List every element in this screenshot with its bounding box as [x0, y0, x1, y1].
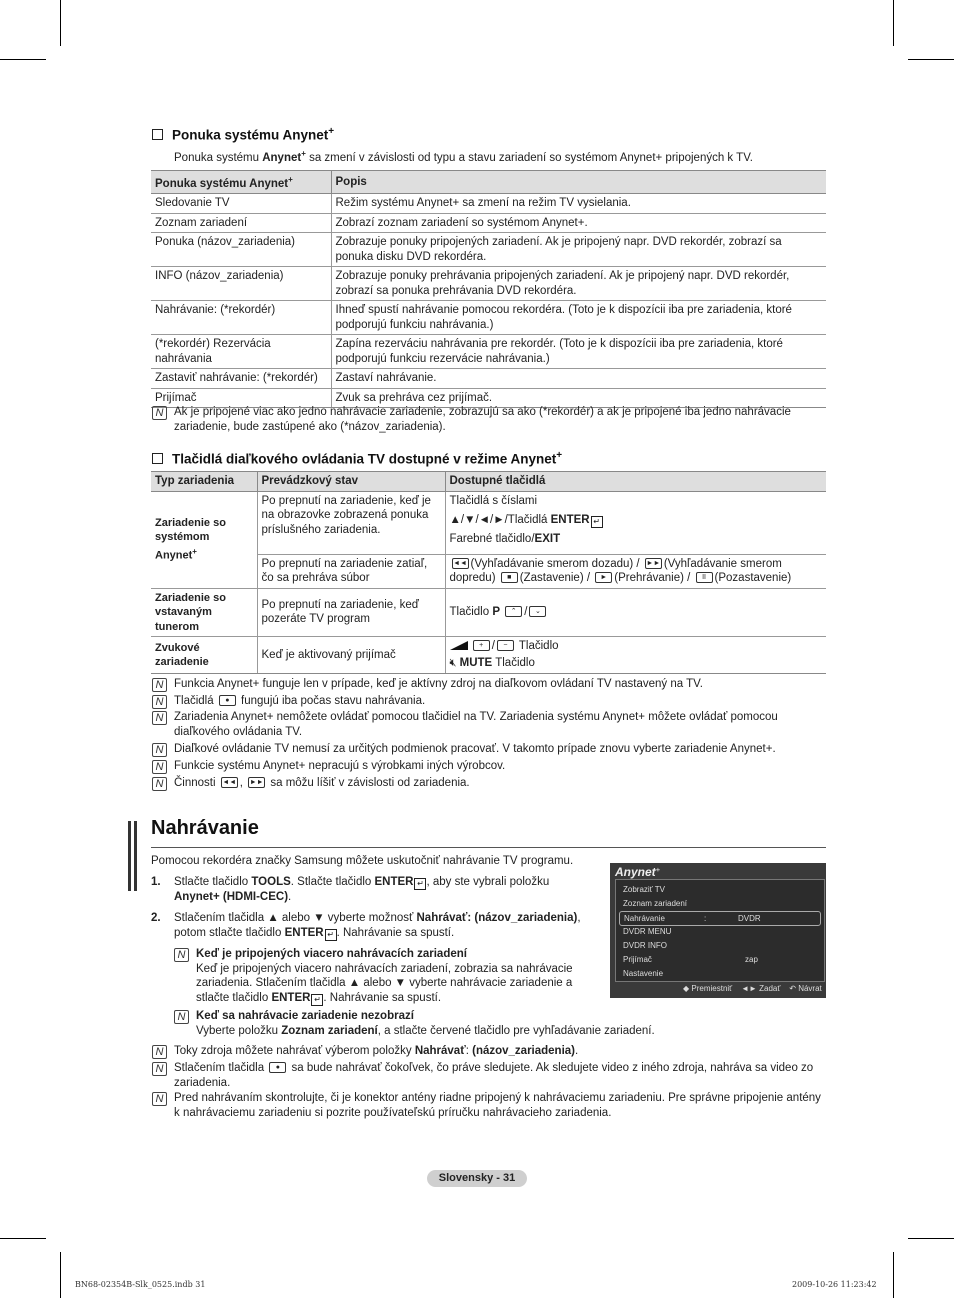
osd-item-label: Zoznam zariadení — [623, 899, 688, 908]
note-icon: N — [174, 948, 189, 962]
channel-up-icon: ⌃ — [505, 606, 522, 617]
menu-item-cell: Zastaviť nahrávanie: (*rekordér) — [151, 369, 331, 389]
osd-menu-list — [615, 879, 825, 982]
note-icon: N — [152, 678, 167, 692]
note: N Funkcia Anynet+ funguje len v prípade, keď je aktívny zdroj na diaľkovom ovládaní TV nastavený na TV. — [152, 677, 824, 692]
enter-icon: ↵ — [325, 929, 337, 941]
osd-footer: ◆ Premiestniť ◄► Zadať ↶ Návrat — [682, 984, 822, 993]
note: N Zariadenia Anynet+ nemôžete ovládať pomocou tlačidiel na TV. Zariadenia systému Anynet+ môžete ovládať pomocou diaľkového ovládania TV. — [152, 710, 824, 739]
available-buttons: Tlačidlá s číslami ▲/▼/◄/►/Tlačidlá ENTER ↵ Farebné tlačidlo/EXIT — [445, 491, 826, 554]
record-icon: ● — [269, 1062, 286, 1073]
table-row — [151, 233, 826, 267]
table-row — [151, 194, 826, 214]
available-buttons: ◄◄ (Vyhľadávanie smerom dozadu) / ►► (Vyhľadávanie smerom dopredu) ■ (Zastavenie) / ► (Prehrávanie) / II (Pozastavenie) — [445, 554, 826, 588]
table-row — [151, 267, 826, 301]
page-number: Slovensky - 31 — [427, 1170, 527, 1187]
description-cell: Zapína rezerváciu nahrávania pre rekordér. (Toto je k dispozícii iba pre zariadenia, ktoré podporujú funkciu rezervácie nahrávania.) — [331, 335, 826, 369]
section-bar — [134, 821, 137, 891]
note: N Diaľkové ovládanie TV nemusí za určitých podmienok pracovať. V takomto prípade znovu vyberte zariadenie Anynet+. — [152, 742, 824, 757]
enter-arrows-icon: ◄► — [741, 984, 757, 993]
checkbox-icon — [152, 129, 163, 140]
crop-mark — [908, 59, 954, 60]
menu-item-cell: Sledovanie TV — [151, 194, 331, 214]
osd-menu-item[interactable] — [619, 953, 819, 966]
step: 2. Stlačením tlačidla ▲ alebo ▼ vyberte možnosť Nahrávať: (názov_zariadenia), potom stlačte tlačidlo ENTER ↵ . Nahrávanie sa spustí. — [151, 912, 581, 939]
play-icon: ► — [595, 572, 612, 583]
menu-item-cell: Ponuka (názov_zariadenia) — [151, 233, 331, 267]
description-cell: Zobrazí zoznam zariadení so systémom Anynet+. — [331, 213, 826, 233]
crop-mark — [0, 59, 46, 60]
note-icon: N — [152, 760, 167, 774]
crop-mark — [893, 0, 894, 46]
description-cell: Zobrazuje ponuky pripojených zariadení. Ak je pripojený napr. DVD rekordér, zobrazí sa ponuka disku DVD rekordéra. — [331, 233, 826, 267]
note-icon: N — [152, 1045, 167, 1059]
menu-item-cell: (*rekordér) Rezervácia nahrávania — [151, 335, 331, 369]
operation-state: Po prepnutí na zariadenie zatiaľ, čo sa prehráva súbor — [257, 554, 445, 588]
section-title-remote-buttons: Tlačidlá diaľkového ovládania TV dostupné v režime Anynet+ — [152, 450, 562, 467]
menu-item-cell: Zoznam zariadení — [151, 213, 331, 233]
crop-mark — [908, 1238, 954, 1239]
note: N Ak je pripojené viac ako jedno nahrávacie zariadenie, zobrazujú sa ako (*rekordér) a ak je pripojené iba jedno nahrávacie zariadenie, bude zastúpené ako (*názov_zariadenia). — [152, 405, 824, 434]
note: N Funkcie systému Anynet+ nepracujú s výrobkami iných výrobcov. — [152, 759, 824, 774]
move-icon: ◆ — [682, 984, 690, 993]
table-header: Typ zariadenia — [151, 472, 257, 492]
table-row — [151, 369, 826, 389]
print-filename: BN68-02354B-Slk_0525.indb 31 — [75, 1280, 206, 1289]
table-row — [151, 588, 826, 637]
volume-icon — [450, 641, 468, 650]
description-cell: Ihneď spustí nahrávanie pomocou rekordéra. (Toto je k dispozícii iba pre zariadenia, ktoré podporujú funkciu nahrávania.) — [331, 301, 826, 335]
table-header: Prevádzkový stav — [257, 472, 445, 492]
return-icon: ↶ — [789, 984, 796, 993]
step: 1. Stlačte tlačidlo TOOLS. Stlačte tlačidlo ENTER ↵ , aby ste vybrali položku Anynet+ (HDMI-CEC). — [151, 876, 550, 903]
table-row — [151, 301, 826, 335]
section-title-anynet-menu: Ponuka systému Anynet+ — [152, 126, 334, 143]
osd-menu-item[interactable] — [619, 897, 819, 910]
volume-up-icon: + — [473, 640, 490, 651]
table-row — [151, 637, 826, 674]
section-intro: Ponuka systému Anynet+ sa zmení v závislosti od typu a stavu zariadení so systémom Anynet+ pripojených k TV. — [174, 149, 754, 164]
fast-forward-icon: ►► — [646, 559, 661, 567]
sub-note: N Keď sa nahrávacie zariadenie nezobrazí Vyberte položku Zoznam zariadení, a stlačte červené tlačidlo pre vyhľadávanie zariadení. — [174, 1009, 824, 1038]
note-icon: N — [174, 1010, 189, 1024]
anynet-menu-table — [151, 170, 826, 408]
osd-item-value: DVDR — [738, 914, 761, 923]
osd-item-label: Nahrávanie — [624, 914, 665, 923]
mute-icon: 🔇︎ — [449, 656, 457, 669]
description-cell: Zastaví nahrávanie. — [331, 369, 826, 389]
table-row — [151, 491, 826, 554]
osd-menu-item[interactable] — [619, 925, 819, 938]
description-cell: Zobrazuje ponuky prehrávania pripojených zariadení. Ak je pripojený napr. DVD rekordér, zobrazí sa ponuka prehrávania DVD rekordéra. — [331, 267, 826, 301]
table-header: Ponuka systému Anynet+ — [151, 171, 331, 194]
divider — [151, 847, 826, 848]
available-buttons: + / − Tlačidlo 🔇︎ MUTE Tlačidlo — [445, 637, 826, 674]
menu-item-cell: Prijímač — [151, 388, 331, 408]
menu-item-cell: INFO (názov_zariadenia) — [151, 267, 331, 301]
note: N Toky zdroja môžete nahrávať výberom položky Nahrávať: (názov_zariadenia). — [152, 1044, 824, 1059]
enter-icon: ↵ — [311, 994, 323, 1006]
checkbox-icon — [152, 453, 163, 464]
osd-menu-item[interactable] — [619, 967, 819, 980]
description-cell: Režim systému Anynet+ sa zmení na režim TV vysielania. — [331, 194, 826, 214]
osd-menu-item[interactable] — [619, 883, 819, 896]
available-buttons: Tlačidlo P ⌃ / ⌄ — [445, 588, 826, 637]
crop-mark — [60, 0, 61, 46]
section-bar — [128, 821, 131, 891]
fast-forward-icon: ►► — [249, 779, 264, 787]
osd-item-label: DVDR MENU — [623, 927, 672, 936]
section-intro: Pomocou rekordéra značky Samsung môžete uskutočniť nahrávanie TV programu. — [151, 855, 574, 867]
note: N Tlačidlá ● fungujú iba počas stavu nahrávania. — [152, 694, 824, 709]
osd-item-value: zap — [745, 955, 758, 964]
table-header: Popis — [331, 171, 826, 194]
osd-item-label: Nastavenie — [623, 969, 664, 978]
note-icon: N — [152, 777, 167, 791]
description-cell: Zvuk sa prehráva cez prijímač. — [331, 388, 826, 408]
note-icon: N — [152, 743, 167, 757]
note-icon: N — [152, 406, 167, 420]
table-row — [151, 213, 826, 233]
table-row — [151, 335, 826, 369]
note: N Stlačením tlačidla ● sa bude nahrávať čokoľvek, čo práve sledujete. Ak sledujete video z iného zdroja, nahráva sa video zo zariadenia. — [152, 1061, 824, 1090]
osd-menu-item[interactable] — [619, 939, 819, 952]
device-type: Zvukové zariadenie — [151, 637, 257, 674]
print-date: 2009-10-26 11:23:42 — [792, 1280, 877, 1289]
record-icon: ● — [219, 695, 236, 706]
anynet-osd-menu — [610, 863, 826, 998]
crop-mark — [0, 1238, 46, 1239]
volume-down-icon: − — [497, 640, 514, 651]
note: N Pred nahrávaním skontrolujte, či je konektor antény riadne pripojený k nahrávaciemu zariadeniu. Pre správne pripojenie antény k nahrávaciemu zariadeniu si pozrite používateľskú príručku nahrávacieho zariadenia. — [152, 1091, 824, 1120]
note-icon: N — [152, 695, 167, 709]
enter-icon: ↵ — [414, 878, 426, 890]
note-icon: N — [152, 1092, 167, 1106]
osd-item-separator: : — [704, 914, 707, 923]
anynet-logo: Anynet+ — [615, 865, 661, 879]
note-icon: N — [152, 711, 167, 725]
osd-item-label: DVDR INFO — [623, 941, 667, 950]
operation-state: Po prepnutí na zariadenie, keď pozeráte TV program — [257, 588, 445, 637]
operation-state: Keď je aktivovaný prijímač — [257, 637, 445, 674]
menu-item-cell: Nahrávanie: (*rekordér) — [151, 301, 331, 335]
pause-icon: II — [696, 572, 713, 583]
rewind-icon: ◄◄ — [222, 779, 237, 787]
enter-icon: ↵ — [591, 516, 603, 528]
rewind-icon: ◄◄ — [453, 559, 467, 567]
osd-item-label: Prijímač — [623, 955, 652, 964]
operation-state: Po prepnutí na zariadenie, keď je na obrazovke zobrazená ponuka príslušného zariadenia. — [257, 491, 445, 554]
remote-buttons-table — [151, 471, 826, 674]
sub-note: N Keď je pripojených viacero nahrávacích zariadení Keď je pripojených viacero nahrávacích zariadení, zobrazia sa nahrávacie zariadenia. Stlačením tlačidla ▲ alebo ▼ vyberte nahrávacie zariadenie a stlačte tlačidlo ENTER ↵ . Nahrávanie sa spustí. — [174, 947, 604, 1006]
note: N Činnosti ◄◄ , ►► sa môžu líšiť v závislosti od zariadenia. — [152, 776, 824, 791]
crop-mark — [893, 1252, 894, 1298]
stop-icon: ■ — [501, 572, 518, 583]
section-title-recording: Nahrávanie — [151, 817, 259, 839]
device-type: Zariadenie so systémom Anynet+ — [151, 491, 257, 588]
osd-menu-item[interactable] — [619, 911, 821, 926]
channel-down-icon: ⌄ — [529, 606, 546, 617]
device-type: Zariadenie so vstavaným tunerom — [151, 588, 257, 637]
osd-item-label: Zobraziť TV — [623, 885, 665, 894]
crop-mark — [60, 1252, 61, 1298]
note-icon: N — [152, 1062, 167, 1076]
table-header: Dostupné tlačidlá — [445, 472, 826, 492]
